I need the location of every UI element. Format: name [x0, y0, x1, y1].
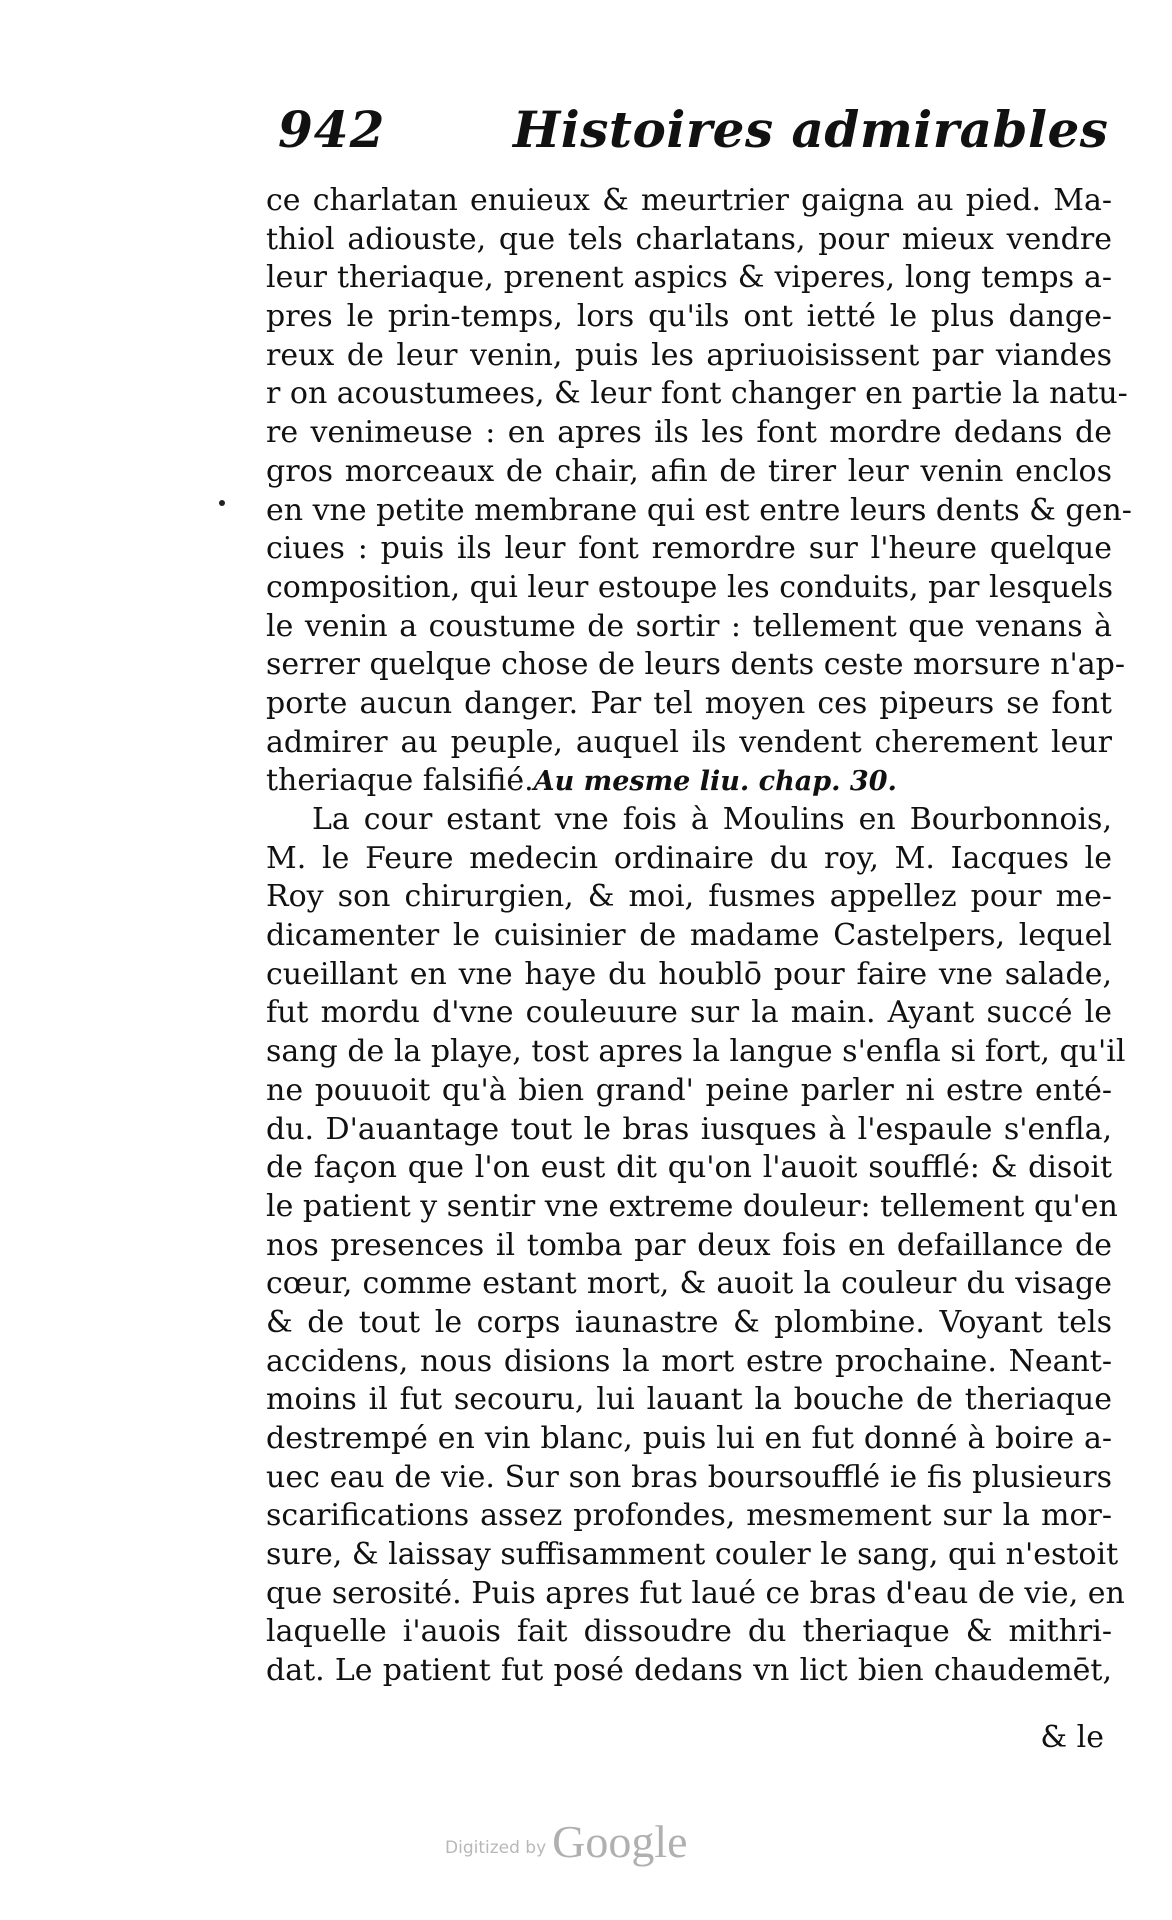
- text-line: serrer quelque chose de leurs dents ceste morsure n'ap-: [266, 647, 1126, 683]
- text-line: que serosité. Puis apres fut laué ce bras d'eau de vie, en: [266, 1575, 1125, 1611]
- catchword: & le: [1040, 1720, 1104, 1755]
- text-line: sang de la playe, tost apres la langue s'enfla si fort, qu'il: [266, 1034, 1126, 1070]
- text-line: nos presences il tomba par deux fois en defaillance de: [266, 1227, 1112, 1263]
- text-line: ciues : puis ils leur font remordre sur l'heure quelque: [266, 531, 1112, 567]
- text-line: le venin a coustume de sortir : tellement que venans à: [266, 608, 1112, 644]
- text-line: de façon que l'on eust dit qu'on l'auoit soufflé: & disoit: [266, 1150, 1112, 1186]
- text-line: composition, qui leur estoupe les conduits, par lesquels: [266, 569, 1114, 605]
- text-line: scarifications assez profondes, mesmement sur la mor-: [266, 1498, 1112, 1534]
- text-line: theriaque falsifié.: [266, 763, 534, 799]
- text-line: thiol adiouste, que tels charlatans, pour mieux vendre: [266, 221, 1112, 257]
- text-line: du. D'auantage tout le bras iusques à l'espaule s'enfla,: [266, 1111, 1112, 1147]
- text-line: destrempé en vin blanc, puis lui en fut donné à boire a-: [266, 1421, 1112, 1456]
- margin-mark: [219, 500, 225, 506]
- text-line: dat. Le patient fut posé dedans vn lict bien chaudemēt,: [266, 1653, 1112, 1689]
- text-line: & de tout le corps iaunastre & plombine. Voyant tels: [266, 1304, 1112, 1340]
- paragraph-start-line: La cour estant vne fois à Moulins en Bourbonnois,: [312, 802, 1112, 837]
- text-line: moins il fut secouru, lui lauant la bouche de theriaque: [266, 1382, 1112, 1418]
- text-line-with-citation: [266, 762, 1112, 801]
- text-line: re venimeuse : en apres ils les font mordre dedans de: [266, 415, 1112, 451]
- digitized-by-label: Digitized by: [445, 1838, 547, 1858]
- text-line: pres le prin-temps, lors qu'ils ont ietté le plus dange-: [266, 299, 1112, 335]
- text-line: cueillant en vne haye du houblō pour faire vne salade,: [266, 956, 1112, 992]
- text-line: laquelle i'auois fait dissoudre du theriaque & mithri-: [266, 1614, 1112, 1650]
- text-line: admirer au peuple, auquel ils vendent cherement leur: [266, 724, 1112, 760]
- text-line: dicamenter le cuisinier de madame Castelpers, lequel: [266, 918, 1112, 954]
- text-line: fut mordu d'vne couleuure sur la main. Ayant succé le: [266, 995, 1112, 1031]
- text-line: Roy son chirurgien, & moi, fusmes appellez pour me-: [266, 879, 1112, 915]
- text-line: le patient y sentir vne extreme douleur: tellement qu'en: [266, 1188, 1118, 1224]
- text-line: uec eau de vie. Sur son bras boursoufflé ie fis plusieurs: [266, 1459, 1112, 1495]
- google-logo: Google: [552, 1816, 688, 1867]
- page-number: 942: [278, 100, 386, 159]
- page-header: [278, 100, 1138, 170]
- text-line: M. le Feure medecin ordinaire du roy, M. Iacques le: [266, 840, 1112, 876]
- google-watermark: [445, 1808, 688, 1868]
- text-line: gros morceaux de chair, afin de tirer leur venin enclos: [266, 453, 1112, 489]
- marginal-citation: Au mesme liu. chap. 30.: [533, 766, 897, 798]
- text-line: sure, & laissay suffisamment couler le sang, qui n'estoit: [266, 1537, 1119, 1573]
- text-line: ce charlatan enuieux & meurtrier gaigna au pied. Ma-: [266, 183, 1112, 218]
- text-line: cœur, comme estant mort, & auoit la couleur du visage: [266, 1266, 1112, 1302]
- text-line: leur theriaque, prenent aspics & viperes, long temps a-: [266, 260, 1112, 296]
- running-title: Histoires admirables: [513, 100, 1109, 159]
- text-line: en vne petite membrane qui est entre leurs dents & gen-: [266, 492, 1132, 528]
- text-line: r on acoustumees, & leur font changer en partie la natu-: [266, 376, 1128, 412]
- body-text: [266, 182, 1132, 1691]
- text-line: ne pouuoit qu'à bien grand' peine parler ni estre enté-: [266, 1072, 1112, 1108]
- text-line: reux de leur venin, puis les apriuoisissent par viandes: [266, 337, 1112, 373]
- text-line: accidens, nous disions la mort estre prochaine. Neant-: [266, 1343, 1112, 1379]
- text-line: porte aucun danger. Par tel moyen ces pipeurs se font: [266, 685, 1112, 721]
